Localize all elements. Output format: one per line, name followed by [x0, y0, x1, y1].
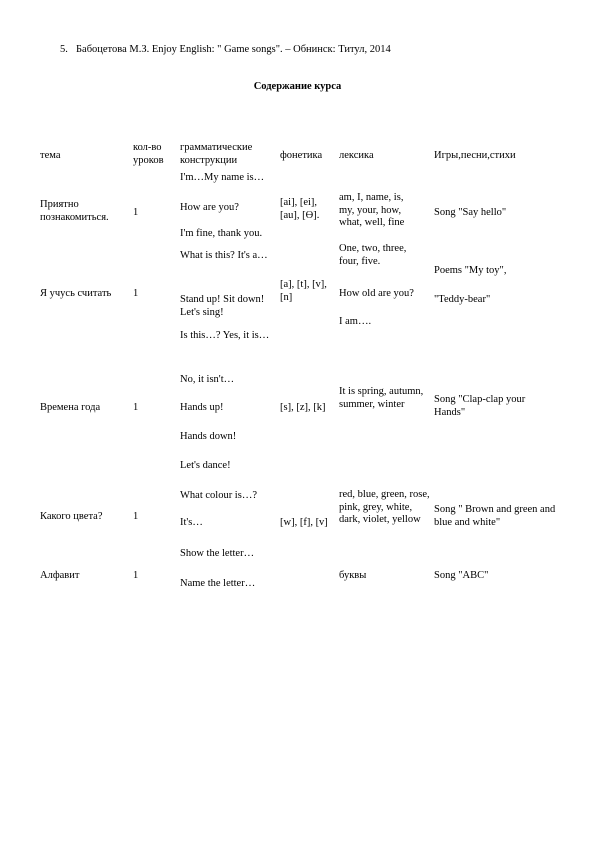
grammar-line: It's…	[180, 517, 203, 528]
grammar-line: Let's sing!	[180, 307, 224, 318]
row-topic: Я учусь считать	[40, 288, 112, 299]
row-games: Song "ABC"	[434, 570, 489, 581]
row-vocab: It is spring, autumn, summer, winter	[339, 386, 424, 410]
grammar-line: Hands up!	[180, 402, 224, 413]
grammar-line: Stand up! Sit down!	[180, 294, 265, 305]
reference-number: 5.	[60, 44, 68, 55]
row-topic: Времена года	[40, 402, 101, 413]
reference-text: Бабоцетова М.З. Enjoy English: " Game songs". – Обнинск: Титул, 2014	[76, 44, 391, 55]
row-count: 1	[133, 511, 139, 522]
games-line: "Teddy-bear"	[434, 294, 491, 305]
grammar-line: What is this? It's a…	[180, 250, 268, 261]
row-games: Song "Clap-clap your Hands"	[434, 394, 526, 418]
row-vocab: am, I, name, is, my, your, how, what, well, fine	[339, 192, 405, 228]
header-topic: тема	[40, 150, 61, 161]
grammar-line: No, it isn't…	[180, 374, 235, 385]
vocab-line: One, two, three, four, five.	[339, 243, 407, 267]
vocab-line: How old are you?	[339, 288, 414, 299]
header-grammar: грамматические конструкции	[180, 142, 253, 166]
row-topic: Приятно познакомиться.	[40, 199, 109, 223]
grammar-line: Show the letter…	[180, 548, 255, 559]
grammar-line: What colour is…?	[180, 490, 257, 501]
grammar-line: How are you?	[180, 202, 239, 213]
vocab-line: I am….	[339, 316, 372, 327]
grammar-line: I'm fine, thank you.	[180, 228, 263, 239]
header-count: кол-во уроков	[133, 142, 164, 166]
row-topic: Какого цвета?	[40, 511, 103, 522]
row-phonetics: [w], [f], [v]	[280, 517, 328, 528]
row-count: 1	[133, 288, 139, 299]
row-phonetics: [s], [z], [k]	[280, 402, 326, 413]
grammar-line: Is this…? Yes, it is…	[180, 330, 270, 341]
row-phonetics: [ai], [ei], [au], [Ө].	[280, 197, 320, 221]
header-phonetics: фонетика	[280, 150, 323, 161]
row-topic: Алфавит	[40, 570, 80, 581]
grammar-line: Let's dance!	[180, 460, 231, 471]
row-phonetics: [a], [t], [v], [n]	[280, 279, 327, 303]
grammar-line: Name the letter…	[180, 578, 256, 589]
header-games: Игры,песни,стихи	[434, 150, 516, 161]
grammar-line: Hands down!	[180, 431, 237, 442]
row-games: Song "Say hello"	[434, 207, 507, 218]
row-count: 1	[133, 570, 139, 581]
row-count: 1	[133, 402, 139, 413]
row-count: 1	[133, 207, 139, 218]
page-title: Содержание курса	[253, 81, 342, 92]
header-vocab: лексика	[339, 150, 374, 161]
row-vocab: буквы	[339, 570, 367, 581]
grammar-line: I'm…My name is…	[180, 172, 265, 183]
games-line: Poems "My toy",	[434, 265, 507, 276]
row-games: Song " Brown and green and blue and white"	[434, 504, 556, 528]
row-vocab: red, blue, green, rose, pink, grey, white, dark, violet, yellow	[339, 489, 430, 525]
